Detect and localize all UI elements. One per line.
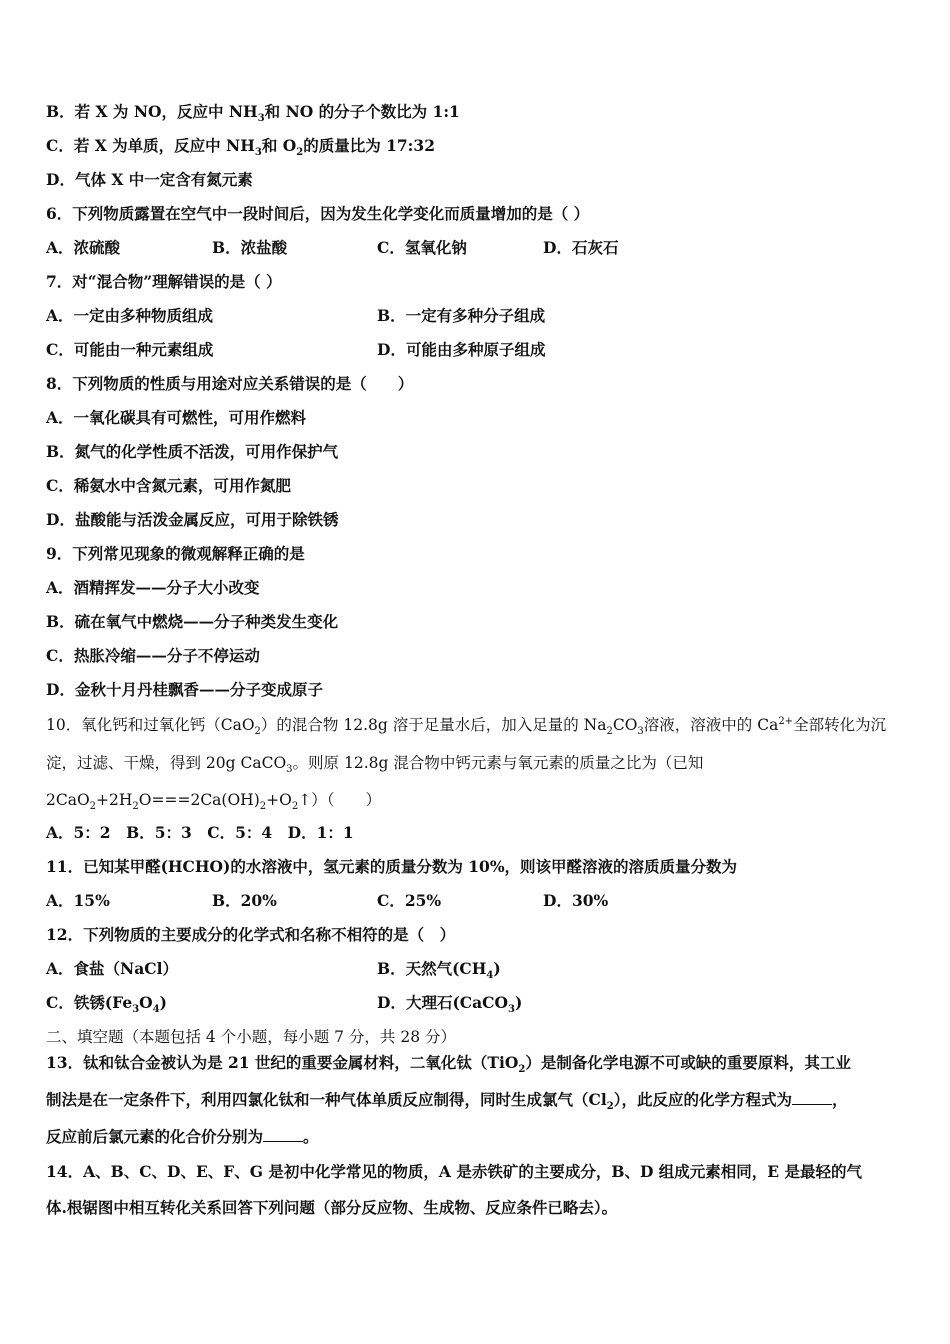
q6-stem: 6．下列物质露置在空气中一段时间后，因为发生化学变化而质量增加的是（ ） [46,204,590,223]
q6-option-c: C．氢氧化钠 [377,238,467,257]
q13-line2 [46,1090,848,1113]
q10-line3 [46,790,381,813]
q12-b-text-2: ) [493,959,501,978]
q12-option-b [377,959,501,982]
q12-c-text-3: ) [159,993,167,1012]
q13-text: ）是制备化学电源不可或缺的重要原料，其工业 [525,1053,851,1072]
subscript: 3 [637,726,644,738]
q12-b-text: B．天然气(CH [377,959,487,978]
superscript: 2+ [778,715,794,727]
q8-stem: 8．下列物质的性质与用途对应关系错误的是（ ） [46,374,414,393]
q10-text: 淀，过滤、干燥，得到 20g CaCO [46,754,287,772]
q12-d-text: D．大理石(CaCO [377,993,508,1012]
q6-option-a: A．浓硫酸 [46,238,121,257]
q5-c-text-2: 和 O [261,136,297,155]
subscript: 3 [286,764,293,776]
q10-text: +O [266,791,292,809]
q10-text: 2CaO [46,791,90,809]
q14-line2: 体.根锯图中相互转化关系回答下列问题（部分反应物、生成物、反应条件已略去）。 [46,1198,618,1217]
subscript: 2 [259,801,267,813]
subscript: 3 [257,113,265,125]
subscript: 2 [254,726,261,738]
q13-text: ），此反应的化学方程式为 [613,1090,792,1109]
q6-option-b: B．浓盐酸 [212,238,288,257]
q8-option-c: C．稀氨水中含氮元素，可用作氮肥 [46,476,291,495]
subscript: 2 [606,1101,614,1113]
q10-text: 全部转化为沉 [793,716,887,734]
q12-option-c [46,993,167,1016]
q10-text: CO [612,716,638,734]
q12-c-text-2: O [139,993,153,1012]
subscript: 3 [132,1004,140,1016]
q8-option-a: A．一氧化碳具有可燃性，可用作燃料 [46,408,307,427]
q8-option-d: D．盐酸能与活泼金属反应，可用于除铁锈 [46,510,339,529]
q5-option-c [46,136,435,159]
q9-stem: 9．下列常见现象的微观解释正确的是 [46,544,305,563]
q10-line2 [46,753,704,776]
answer-blank[interactable] [792,1090,832,1105]
section-heading: 二、填空题（本题包括 4 个小题，每小题 7 分，共 28 分） [46,1028,457,1046]
subscript: 2 [89,801,97,813]
q9-option-d: D．金秋十月丹桂飘香——分子变成原子 [46,680,323,699]
q7-option-a: A．一定由多种物质组成 [46,306,214,325]
q12-option-a: A．食盐（NaCl） [46,959,178,978]
q13-text: 制法是在一定条件下，利用四氯化钛和一种气体单质反应制得，同时生成氯气（Cl [46,1090,607,1109]
q5-option-b [46,102,460,125]
q5-b-text-2: 和 NO 的分子个数比为 1:1 [264,102,460,121]
q13-text: 反应前后氯元素的化合价分别为 [46,1127,264,1146]
q5-c-text: C．若 X 为单质，反应中 NH [46,136,255,155]
subscript: 2 [518,1064,526,1076]
q8-option-b: B．氮气的化学性质不活泼，可用作保护气 [46,442,339,461]
subscript: 4 [152,1004,160,1016]
q9-option-c: C．热胀冷缩——分子不停运动 [46,646,260,665]
q13-text: 13．钛和钛合金被认为是 21 世纪的重要金属材料，二氧化钛（TiO [46,1053,519,1072]
subscript: 3 [508,1004,515,1016]
subscript: 2 [291,801,299,813]
q7-option-d: D．可能由多种原子组成 [377,340,546,359]
answer-blank[interactable] [263,1127,303,1142]
q13-line1 [46,1053,851,1076]
q7-option-c: C．可能由一种元素组成 [46,340,214,359]
q11-option-b: B．20% [212,891,277,910]
q12-option-d [377,993,523,1016]
q10-text: 10．氧化钙和过氧化钙（CaO [46,716,255,734]
q11-option-a: A．15% [46,891,110,910]
q11-stem: 11．已知某甲醛(HCHO)的水溶液中，氢元素的质量分数为 10%，则该甲醛溶液的溶质质量分数为 [46,857,738,876]
q13-text: ， [831,1090,848,1109]
q5-b-text: B．若 X 为 NO，反应中 NH [46,102,258,121]
q12-d-text-2: ) [514,993,523,1012]
q7-option-b: B．一定有多种分子组成 [377,306,546,325]
q10-text: O===2Ca(OH) [138,791,260,809]
q13-line3 [46,1127,319,1147]
q11-option-c: C．25% [377,891,442,910]
q14-line1: 14．A、B、C、D、E、F、G 是初中化学常见的物质，A 是赤铁矿的主要成分，B、D 组成元素相同，E 是最轻的气 [46,1162,863,1181]
subscript: 2 [132,801,139,813]
q10-text: 溶液，溶液中的 Ca [643,716,779,734]
q10-text: ↑）（ ） [298,791,381,809]
subscript: 3 [254,147,262,159]
subscript: 2 [296,147,304,159]
q13-text: 。 [303,1127,319,1146]
q7-stem: 7．对“混合物”理解错误的是（ ） [46,272,282,291]
q5-option-d: D．气体 X 中一定含有氮元素 [46,170,253,189]
subscript: 2 [606,726,613,738]
q6-option-d: D．石灰石 [543,238,619,257]
q10-options: A．5：2 B．5：3 C．5：4 D．1：1 [46,823,354,842]
q11-option-d: D．30% [543,891,609,910]
subscript: 4 [486,970,494,982]
q12-c-text: C．铁锈(Fe [46,993,133,1012]
q9-option-a: A．酒精挥发——分子大小改变 [46,578,260,597]
q10-line1 [46,715,887,738]
q10-text: 。则原 12.8g 混合物中钙元素与氧元素的质量之比为（已知 [292,754,704,772]
q9-option-b: B．硫在氧气中燃烧——分子种类发生变化 [46,612,339,631]
q10-text: +2H [96,791,133,809]
q5-c-text-3: 的质量比为 17:32 [303,136,435,155]
q12-stem: 12．下列物质的主要成分的化学式和名称不相符的是（ ） [46,925,456,944]
q10-text: ）的混合物 12.8g 溶于足量水后，加入足量的 Na [260,716,607,734]
